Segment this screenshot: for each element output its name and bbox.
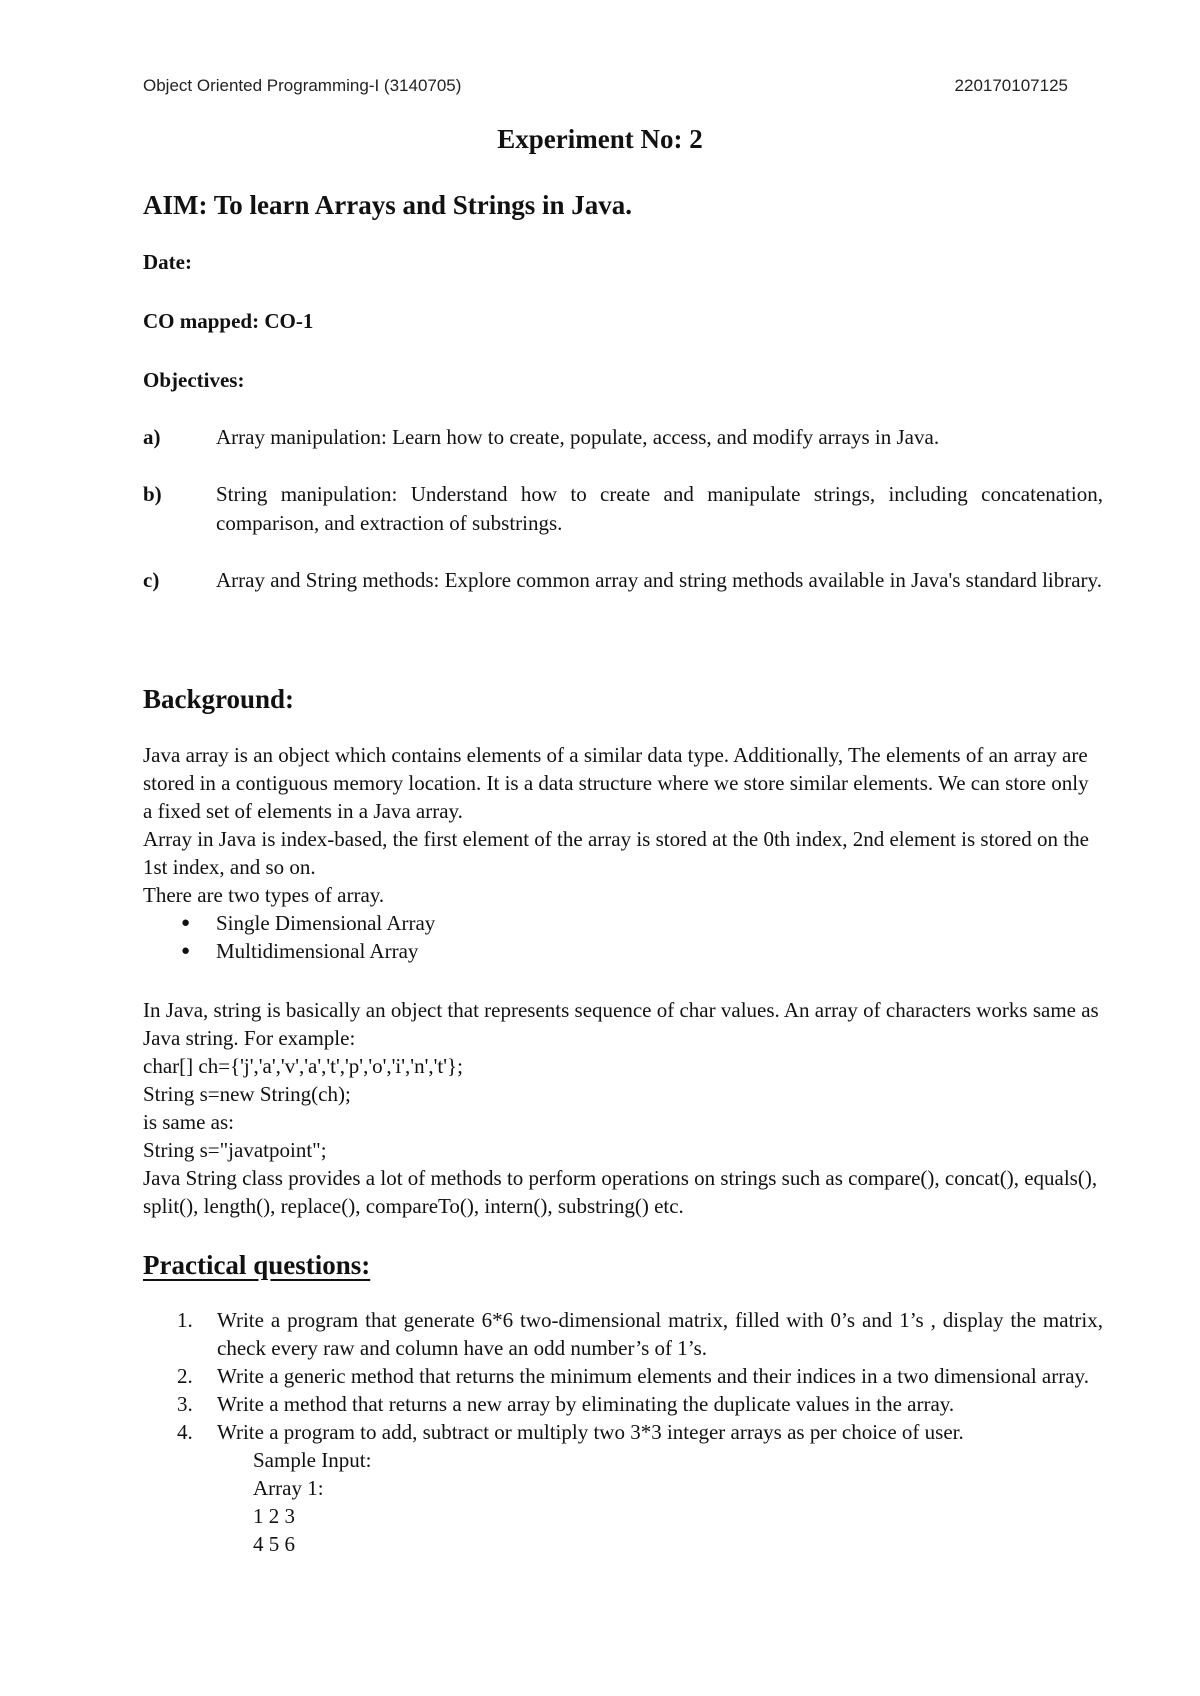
- list-item-text: Single Dimensional Array: [216, 911, 436, 935]
- list-item: [181, 909, 435, 937]
- question-item: [177, 1306, 1103, 1362]
- question-text: Write a generic method that returns the minimum elements and their indices in a two dimensional array.: [217, 1364, 1089, 1388]
- list-item-text: Multidimensional Array: [216, 939, 419, 963]
- list-item: [181, 937, 435, 965]
- practical-questions-list: [177, 1306, 1103, 1446]
- practical-heading: Practical questions:: [143, 1250, 371, 1280]
- objective-item: [143, 566, 1103, 595]
- question-item: [177, 1390, 1103, 1418]
- objective-text: Array and String methods: Explore common array and string methods available in Java's standard library.: [216, 568, 1102, 592]
- objective-text: Array manipulation: Learn how to create, populate, access, and modify arrays in Java.: [216, 425, 940, 449]
- string-paragraph: Java String class provides a lot of methods to perform operations on strings such as compare(), concat(), equals(), split(), length(), replace(), compareTo(), intern(), substring() etc.: [143, 1166, 1098, 1218]
- code-line: String s="javatpoint";: [143, 1138, 327, 1162]
- sample-row: 1 2 3: [253, 1504, 295, 1528]
- background-paragraph: Java array is an object which contains elements of a similar data type. Additionally, The elements of an array are stored in a contiguous memory location. It is a data structure where we store similar elements. We can store only a fixed set of elements in a Java array.: [143, 743, 1089, 823]
- string-text: [143, 996, 1103, 1220]
- experiment-title: Experiment No: 2: [497, 124, 703, 154]
- question-number: 3.: [177, 1392, 193, 1416]
- question-text: Write a program that generate 6*6 two-dimensional matrix, filled with 0’s and 1’s , display the matrix, check every raw and column have an odd number’s of 1’s.: [217, 1308, 1103, 1360]
- sample-input-label: Sample Input:: [253, 1448, 372, 1472]
- question-number: 1.: [177, 1308, 193, 1332]
- objective-marker: a): [143, 425, 161, 449]
- bullet-icon: ●: [181, 915, 191, 931]
- background-text: [143, 741, 1103, 909]
- date-label: Date:: [143, 250, 192, 274]
- objective-marker: c): [143, 568, 160, 592]
- code-line: String s=new String(ch);: [143, 1082, 351, 1106]
- string-paragraph: is same as:: [143, 1110, 234, 1134]
- question-number: 4.: [177, 1420, 193, 1444]
- question-item: [177, 1418, 1103, 1446]
- background-heading: Background:: [143, 684, 295, 714]
- question-text: Write a program to add, subtract or multiply two 3*3 integer arrays as per choice of user.: [217, 1420, 964, 1444]
- array-types-list: [181, 909, 435, 965]
- co-mapped: CO mapped: CO-1: [143, 309, 314, 333]
- question-text: Write a method that returns a new array by eliminating the duplicate values in the array.: [217, 1392, 955, 1416]
- background-paragraph: Array in Java is index-based, the first element of the array is stored at the 0th index, 2nd element is stored on the 1st index, and so on.: [143, 827, 1089, 879]
- sample-array-label: Array 1:: [253, 1476, 324, 1500]
- objective-marker: b): [143, 482, 162, 506]
- question-number: 2.: [177, 1364, 193, 1388]
- bullet-icon: ●: [181, 943, 191, 959]
- question-item: [177, 1362, 1103, 1390]
- sample-row: 4 5 6: [253, 1532, 295, 1556]
- sample-input: [253, 1446, 371, 1558]
- objective-item: [143, 480, 1103, 538]
- objectives-heading: Objectives:: [143, 368, 245, 392]
- objective-text: String manipulation: Understand how to create and manipulate strings, including concatenation, comparison, and extraction of substrings.: [216, 482, 1103, 535]
- string-paragraph: In Java, string is basically an object that represents sequence of char values. An array of characters works same as Java string. For example:: [143, 998, 1099, 1050]
- code-line: char[] ch={'j','a','v','a','t','p','o','i','n','t'};: [143, 1054, 463, 1078]
- aim-heading: AIM: To learn Arrays and Strings in Java.: [143, 190, 633, 220]
- enrollment-number: 220170107125: [954, 76, 1068, 95]
- objective-item: [143, 423, 1103, 452]
- background-paragraph: There are two types of array.: [143, 883, 385, 907]
- course-header: Object Oriented Programming-I (3140705): [143, 76, 462, 95]
